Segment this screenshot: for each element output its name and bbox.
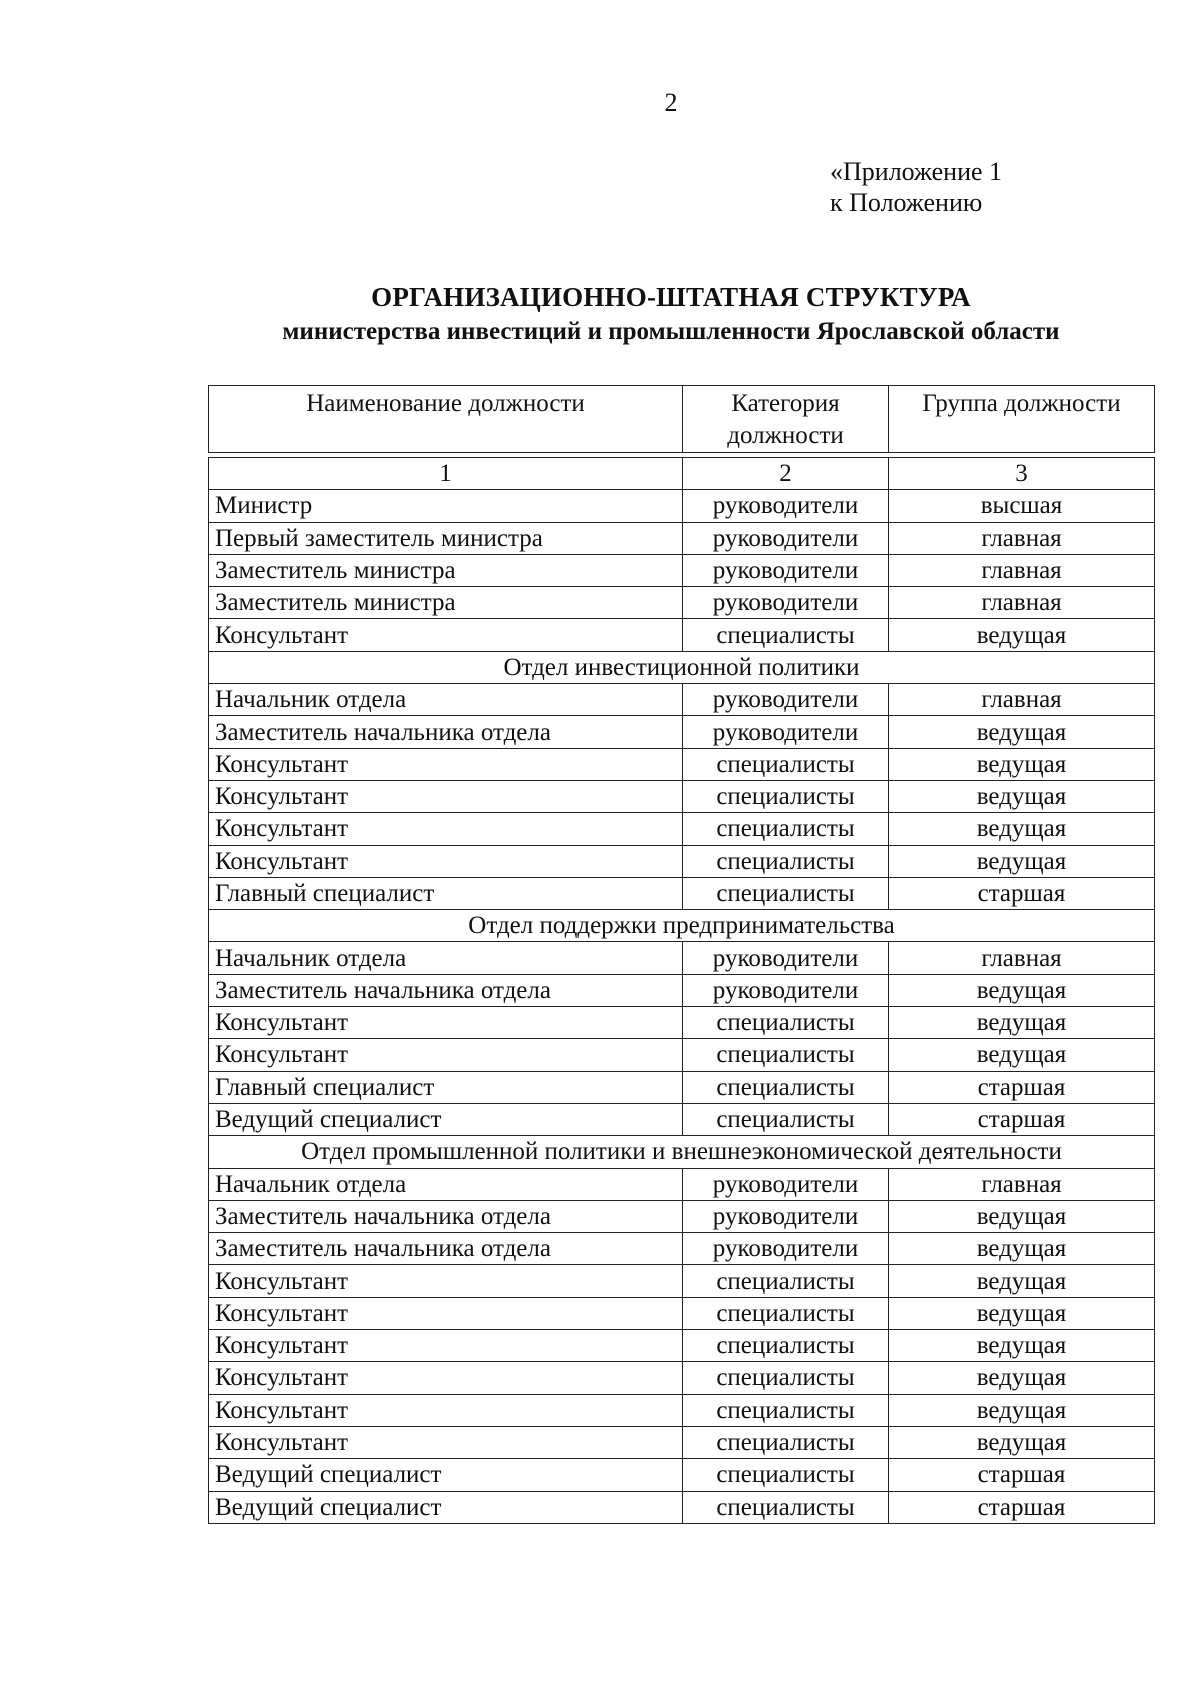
position-name-cell: Консультант [209,1362,683,1394]
position-group-cell: ведущая [889,1362,1155,1394]
position-name-cell: Заместитель начальника отдела [209,1200,683,1232]
position-category-cell: руководители [683,942,889,974]
table-row [209,845,1155,877]
position-name-cell: Консультант [209,1426,683,1458]
table-row [209,1297,1155,1329]
position-group-cell: ведущая [889,619,1155,651]
position-category-cell: руководители [683,490,889,522]
table-row [209,1491,1155,1523]
section-header-row [209,1136,1155,1168]
position-category-cell: руководители [683,1200,889,1232]
position-category-cell: специалисты [683,619,889,651]
header-position-category: Категория должности [683,386,889,453]
table-row [209,1168,1155,1200]
header-position-name: Наименование должности [209,386,683,453]
position-name-cell: Заместитель начальника отдела [209,716,683,748]
position-category-cell: специалисты [683,1265,889,1297]
position-name-cell: Консультант [209,1394,683,1426]
position-group-cell: главная [889,554,1155,586]
position-group-cell: старшая [889,1103,1155,1135]
position-category-cell: руководители [683,684,889,716]
position-group-cell: старшая [889,1491,1155,1523]
staff-structure-table [208,385,1155,1524]
position-category-cell: руководители [683,1168,889,1200]
position-group-cell: главная [889,684,1155,716]
table-row [209,619,1155,651]
position-name-cell: Начальник отдела [209,1168,683,1200]
column-number: 2 [683,458,889,490]
position-name-cell: Главный специалист [209,877,683,909]
table-row [209,1362,1155,1394]
position-category-cell: специалисты [683,813,889,845]
position-group-cell: старшая [889,1071,1155,1103]
position-category-cell: руководители [683,554,889,586]
position-group-cell: ведущая [889,748,1155,780]
position-name-cell: Ведущий специалист [209,1103,683,1135]
table-row [209,1103,1155,1135]
position-name-cell: Консультант [209,813,683,845]
table-row [209,1071,1155,1103]
position-group-cell: главная [889,942,1155,974]
position-category-cell: руководители [683,587,889,619]
table-row [209,1394,1155,1426]
table-row [209,942,1155,974]
table-row [209,1459,1155,1491]
column-number: 3 [889,458,1155,490]
position-group-cell: ведущая [889,845,1155,877]
document-title: ОРГАНИЗАЦИОННО-ШТАТНАЯ СТРУКТУРА [371,282,971,312]
column-number: 1 [209,458,683,490]
position-group-cell: главная [889,1168,1155,1200]
position-category-cell: специалисты [683,1362,889,1394]
position-name-cell: Заместитель министра [209,587,683,619]
section-title: Отдел поддержки предпринимательства [209,910,1155,942]
position-name-cell: Начальник отдела [209,942,683,974]
column-number-row [209,458,1155,490]
table-row [209,780,1155,812]
position-group-cell: высшая [889,490,1155,522]
section-header-row [209,910,1155,942]
position-group-cell: ведущая [889,1200,1155,1232]
position-name-cell: Ведущий специалист [209,1491,683,1523]
position-group-cell: ведущая [889,1330,1155,1362]
appendix-line-1: «Приложение 1 [830,157,1003,186]
position-category-cell: специалисты [683,845,889,877]
position-group-cell: ведущая [889,1233,1155,1265]
header-position-group: Группа должности [889,386,1155,453]
position-category-cell: специалисты [683,1394,889,1426]
position-name-cell: Консультант [209,1039,683,1071]
position-group-cell: ведущая [889,1297,1155,1329]
position-name-cell: Консультант [209,748,683,780]
table-row [209,1200,1155,1232]
section-header-row [209,651,1155,683]
position-group-cell: ведущая [889,780,1155,812]
position-category-cell: специалисты [683,780,889,812]
table-row [209,716,1155,748]
position-category-cell: специалисты [683,1039,889,1071]
position-name-cell: Консультант [209,780,683,812]
position-category-cell: специалисты [683,1459,889,1491]
position-category-cell: специалисты [683,1426,889,1458]
position-category-cell: специалисты [683,1330,889,1362]
section-title: Отдел инвестиционной политики [209,651,1155,683]
position-name-cell: Заместитель начальника отдела [209,1233,683,1265]
table-header-row [209,386,1155,453]
position-group-cell: ведущая [889,974,1155,1006]
position-group-cell: ведущая [889,1007,1155,1039]
position-group-cell: ведущая [889,1265,1155,1297]
position-category-cell: специалисты [683,1491,889,1523]
position-group-cell: ведущая [889,813,1155,845]
position-name-cell: Главный специалист [209,1071,683,1103]
table-row [209,684,1155,716]
appendix-line-2: к Положению [830,188,983,217]
position-name-cell: Министр [209,490,683,522]
table-row [209,554,1155,586]
position-name-cell: Консультант [209,1330,683,1362]
position-group-cell: ведущая [889,1039,1155,1071]
position-category-cell: специалисты [683,1297,889,1329]
position-category-cell: специалисты [683,1007,889,1039]
position-name-cell: Ведущий специалист [209,1459,683,1491]
position-category-cell: руководители [683,974,889,1006]
position-name-cell: Консультант [209,1265,683,1297]
position-group-cell: ведущая [889,716,1155,748]
table-row [209,1330,1155,1362]
position-name-cell: Консультант [209,619,683,651]
page-number: 2 [664,88,678,117]
table-row [209,1233,1155,1265]
position-group-cell: главная [889,522,1155,554]
position-category-cell: специалисты [683,748,889,780]
table-row [209,490,1155,522]
position-group-cell: ведущая [889,1394,1155,1426]
position-name-cell: Заместитель министра [209,554,683,586]
position-name-cell: Консультант [209,845,683,877]
table-row [209,748,1155,780]
position-group-cell: старшая [889,877,1155,909]
position-name-cell: Консультант [209,1297,683,1329]
appendix-reference [830,156,1002,218]
position-category-cell: специалисты [683,1071,889,1103]
table-row [209,877,1155,909]
document-subtitle: министерства инвестиций и промышленности Ярославской области [282,318,1060,345]
position-group-cell: старшая [889,1459,1155,1491]
table-row [209,1039,1155,1071]
position-category-cell: специалисты [683,877,889,909]
position-group-cell: ведущая [889,1426,1155,1458]
position-category-cell: специалисты [683,1103,889,1135]
position-category-cell: руководители [683,1233,889,1265]
position-name-cell: Первый заместитель министра [209,522,683,554]
position-group-cell: главная [889,587,1155,619]
table-row [209,587,1155,619]
position-name-cell: Заместитель начальника отдела [209,974,683,1006]
table-row [209,974,1155,1006]
position-name-cell: Начальник отдела [209,684,683,716]
table-row [209,522,1155,554]
section-title: Отдел промышленной политики и внешнеэкономической деятельности [209,1136,1155,1168]
position-category-cell: руководители [683,522,889,554]
position-category-cell: руководители [683,716,889,748]
table-row [209,813,1155,845]
table-row [209,1007,1155,1039]
table-row [209,1426,1155,1458]
position-name-cell: Консультант [209,1007,683,1039]
table-row [209,1265,1155,1297]
